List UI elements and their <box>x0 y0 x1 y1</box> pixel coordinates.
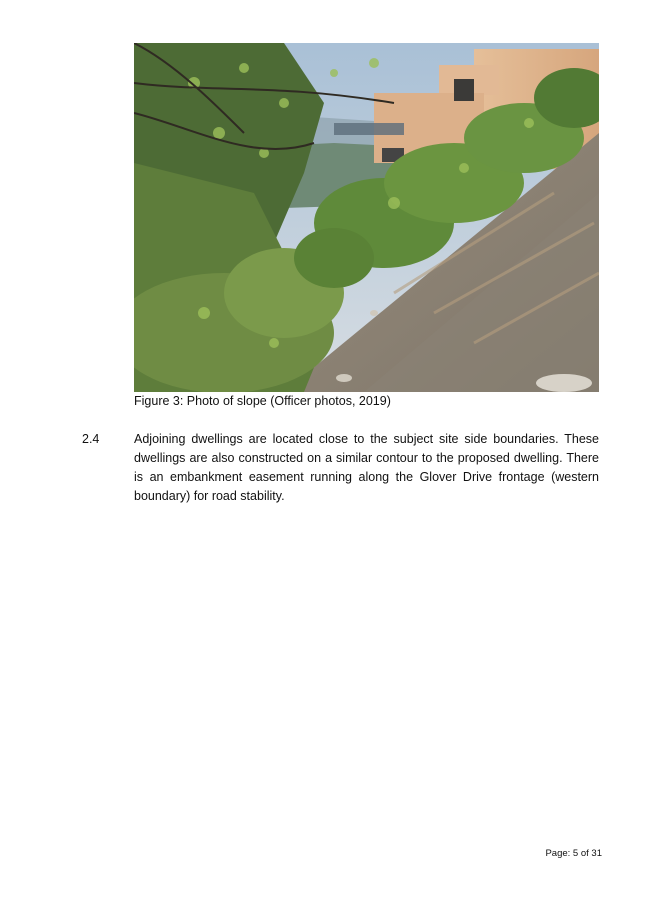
page-number: Page: 5 of 31 <box>545 848 602 859</box>
slope-photo <box>134 43 599 392</box>
slope-photo-illustration <box>134 43 599 392</box>
section-paragraph: Adjoining dwellings are located close to the subject site side boundaries. These dwellings are also constructed on a similar contour to the proposed dwelling. There is an embankment easement running along the Glover Drive frontage (western boundary) for road stability. <box>134 432 599 503</box>
figure-caption: Figure 3: Photo of slope (Officer photos, 2019) <box>134 394 391 408</box>
section-number: 2.4 <box>82 432 100 446</box>
